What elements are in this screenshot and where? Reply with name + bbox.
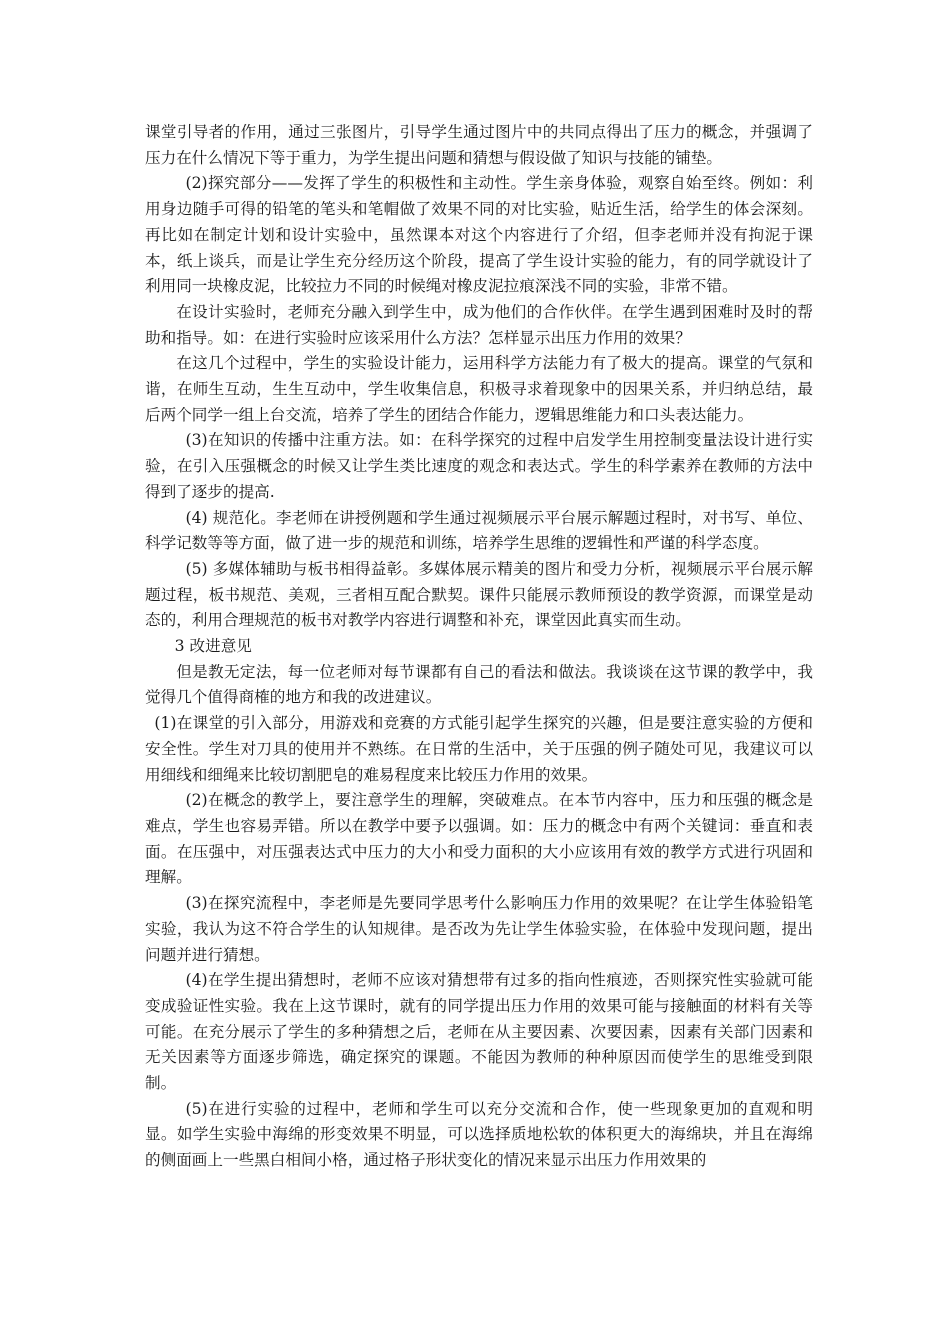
paragraph-suggestion-5: (5)在进行实验的过程中，老师和学生可以充分交流和合作，使一些现象更加的直观和明显。如学生实验中海绵的形变效果不明显，可以选择质地松软的体积更大的海绵块，并且在海绵的侧面画上一些黑白相间小格，通过格子形状变化的情况来显示出压力作用效果的 [145,1099,813,1170]
section-heading-improvements: 3 改进意见 [174,637,252,656]
paragraph-process-improvement: 在这几个过程中，学生的实验设计能力，运用科学方法能力有了极大的提高。课堂的气氛和谐，在师生互动，生生互动中，学生收集信息，积极寻求着现象中的因果关系，并归纳总结，最后两个同学一组上台交流，培养了学生的团结合作能力，逻辑思维能力和口头表达能力。 [145,354,813,424]
paragraph-point-4-standardization: (4) 规范化。李老师在讲授例题和学生通过视频展示平台展示解题过程时，对书写、单位、科学记数等等方面，做了进一步的规范和训练，培养学生思维的逻辑性和严谨的科学态度。 [145,508,813,553]
paragraph-improvements-intro: 但是教无定法，每一位老师对每节课都有自己的看法和做法。我谈谈在这节课的教学中，我觉得几个值得商榷的地方和我的改进建议。 [145,662,813,707]
paragraph-suggestion-1: (1)在课堂的引入部分，用游戏和竞赛的方式能引起学生探究的兴趣，但是要注意实验的方便和安全性。学生对刀具的使用并不熟练。在日常的生活中，关于压强的例子随处可见，我建议可以用细线和细绳来比较切割肥皂的难易程度来比较压力作用的效果。 [145,714,813,784]
paragraph-intro-continuation: 课堂引导者的作用，通过三张图片，引导学生通过图片中的共同点得出了压力的概念，并强调了压力在什么情况下等于重力，为学生提出问题和猜想与假设做了知识与技能的铺垫。 [145,123,813,167]
document-body [145,120,813,1174]
paragraph-suggestion-3: (3)在探究流程中，李老师是先要同学思考什么影响压力作用的效果呢？在让学生体验铅笔实验，我认为这不符合学生的认知规律。是否改为先让学生体验实验，在体验中发现问题，提出问题并进行猜想。 [145,894,813,964]
paragraph-experiment-design: 在设计实验时，老师充分融入到学生中，成为他们的合作伙伴。在学生遇到困难时及时的帮助和指导。如：在进行实验时应该采用什么方法？怎样显示出压力作用的效果？ [145,302,813,347]
paragraph-point-5-multimedia: (5) 多媒体辅助与板书相得益彰。多媒体展示精美的图片和受力分析，视频展示平台展示解题过程，板书规范、美观，三者相互配合默契。课件只能展示教师预设的教学资源，而课堂是动态的，利用合理规范的板书对教学内容进行调整和补充，课堂因此真实而生动。 [145,559,813,630]
paragraph-suggestion-2: (2)在概念的教学上，要注意学生的理解，突破难点。在本节内容中，压力和压强的概念是难点，学生也容易弄错。所以在教学中要予以强调。如：压力的概念中有两个关键词：垂直和表面。在压强中，对压强表达式中压力的大小和受力面积的大小应该用有效的教学方式进行巩固和理解。 [145,791,813,887]
paragraph-point-2-exploration: (2)探究部分——发挥了学生的积极性和主动性。学生亲身体验，观察自始至终。例如：利用身边随手可得的铅笔的笔头和笔帽做了效果不同的对比实验，贴近生活，给学生的体会深刻。再比如在制定计划和设计实验中，虽然课本对这个内容进行了介绍，但李老师并没有拘泥于课本，纸上谈兵，而是让学生充分经历这个阶段，提高了学生设计实验的能力，有的同学就设计了利用同一块橡皮泥，比较拉力不同的时候绳对橡皮泥拉痕深浅不同的实验，非常不错。 [145,174,813,296]
paragraph-point-3-methods: (3)在知识的传播中注重方法。如：在科学探究的过程中启发学生用控制变量法设计进行实验，在引入压强概念的时候又让学生类比速度的观念和表达式。学生的科学素养在教师的方法中得到了逐步的提高. [145,431,813,501]
paragraph-suggestion-4: (4)在学生提出猜想时，老师不应该对猜想带有过多的指向性痕迹，否则探究性实验就可能变成验证性实验。我在上这节课时，就有的同学提出压力作用的效果可能与接触面的材料有关等可能。在充分展示了学生的多种猜想之后，老师在从主要因素、次要因素，因素有关部门因素和无关因素等方面逐步筛选，确定探究的课题。不能因为教师的种种原因而使学生的思维受到限制。 [145,971,813,1093]
